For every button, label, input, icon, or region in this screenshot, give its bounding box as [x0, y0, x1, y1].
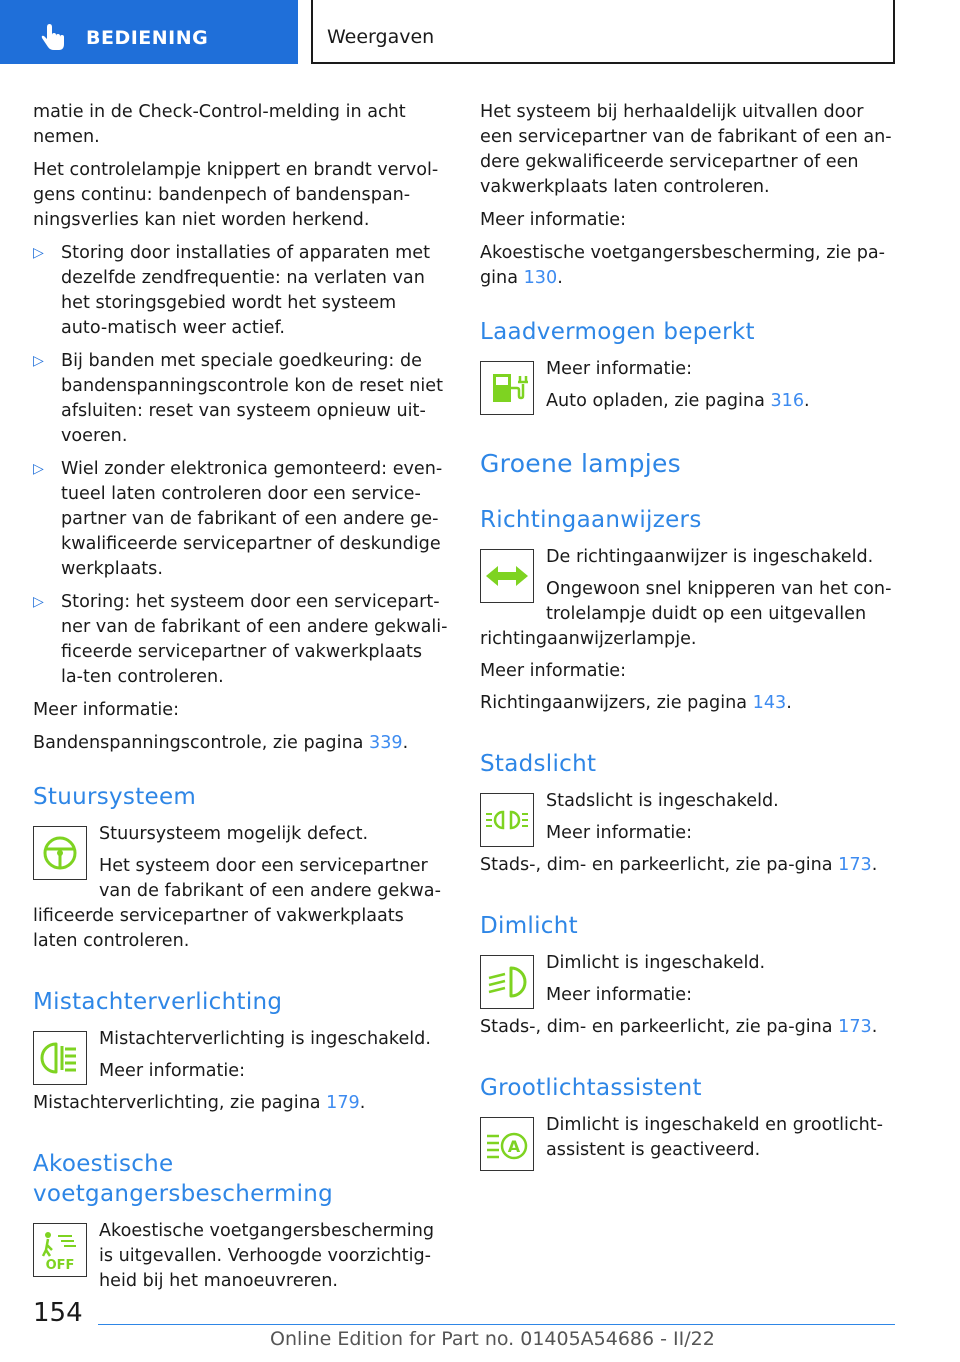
- edition-footer: Online Edition for Part no. 01405A54686 - II/22: [270, 1328, 715, 1350]
- chapter-header: [311, 0, 895, 64]
- more-info-label: Meer informatie:: [546, 985, 693, 1005]
- heading-grootlichtassistent: Grootlichtassistent: [480, 1075, 702, 1101]
- steering-fault-icon: [33, 826, 87, 880]
- cross-reference: Bandenspanningscontrole, zie pagina 339.: [33, 733, 409, 753]
- paragraph: matie in de Check-Control-melding in acht nemen.: [33, 102, 406, 147]
- description: Stadslicht is ingeschakeld.: [546, 791, 779, 811]
- description: De richtingaanwijzer is ingeschakeld.: [546, 547, 874, 567]
- more-info-label: Meer informatie:: [546, 359, 693, 379]
- paragraph: Het controlelampje knippert en brandt vervol-gens continu: bandenpech of bandenspan-ningsverlies kan niet worden herkend.: [33, 160, 439, 230]
- more-info-label: Meer informatie:: [480, 210, 627, 230]
- footer-divider: [98, 1324, 895, 1325]
- chapter-title: Weergaven: [327, 26, 435, 48]
- hand-pointer-icon: [38, 24, 68, 56]
- entry-grootlichtassistent: [480, 1113, 898, 1175]
- section-title: BEDIENING: [86, 27, 209, 49]
- svg-text:OFF: OFF: [45, 1258, 75, 1273]
- cross-reference: Richtingaanwijzers, zie pagina 143.: [480, 693, 792, 713]
- high-beam-assistant-icon: [480, 1117, 534, 1171]
- cross-reference: Stads-, dim- en parkeerlicht, zie pa-gina 173.: [480, 855, 878, 875]
- page-link[interactable]: 130: [523, 268, 558, 288]
- heading-mistachterverlichting: Mistachterverlichting: [33, 989, 283, 1015]
- page-number: 154: [33, 1298, 83, 1328]
- entry-akoestische-voetgangersbescherming: [33, 1219, 448, 1301]
- parking-light-icon: [480, 793, 534, 847]
- heading-stuursysteem: Stuursysteem: [33, 784, 197, 810]
- description: Het systeem door een servicepartner van de fabrikant of een andere gekwa-lificeerde servicepartner of vakwerkplaats laten controleren.: [33, 856, 441, 951]
- list-item: ▷ Storing door installaties of apparaten met dezelfde zendfrequentie: na verlaten van het storingsgebied wordt het systeem auto-matisch weer actief.: [33, 243, 430, 338]
- description: Ongewoon snel knipperen van het con-trolelampje duidt op een uitgevallen richtingaanwijzerlampje.: [480, 579, 892, 649]
- paragraph: Het systeem bij herhaaldelijk uitvallen door een servicepartner van de fabrikant of een an-dere gekwalificeerde servicepartner of een vakwerkplaats laten controleren.: [480, 102, 892, 197]
- description: Dimlicht is ingeschakeld en grootlicht-assistent is geactiveerd.: [546, 1115, 884, 1160]
- heading-dimlicht: Dimlicht: [480, 913, 578, 939]
- heading-laadvermogen-beperkt: Laadvermogen beperkt: [480, 319, 755, 345]
- more-info-label: Meer informatie:: [33, 700, 180, 720]
- page-link[interactable]: 339: [369, 733, 403, 753]
- pedestrian-warning-off-icon: [33, 1223, 87, 1277]
- description: Dimlicht is ingeschakeld.: [546, 953, 766, 973]
- charging-limited-icon: [480, 361, 534, 415]
- cross-reference: Stads-, dim- en parkeerlicht, zie pa-gina 173.: [480, 1017, 878, 1037]
- triangle-bullet-icon: ▷: [33, 245, 44, 261]
- left-column: [33, 100, 448, 1301]
- right-column: [480, 100, 898, 1175]
- entry-dimlicht: [480, 951, 898, 1047]
- low-beam-icon: [480, 955, 534, 1009]
- heading-akoestische-voetgangersbescherming: Akoestische voetgangersbescherming: [33, 1151, 334, 1207]
- more-info-label: Meer informatie:: [546, 823, 693, 843]
- rear-fog-light-icon: [33, 1031, 87, 1085]
- list-item: ▷ Storing: het systeem door een servicepart-ner van de fabrikant of een andere gekwali-ficeerde servicepartner of vakwerkplaats la-ten controleren.: [33, 592, 448, 687]
- cross-reference: Mistachterverlichting, zie pagina 179.: [33, 1093, 366, 1113]
- triangle-bullet-icon: ▷: [33, 594, 44, 610]
- entry-richtingaanwijzers: [480, 545, 898, 723]
- heading-richtingaanwijzers: Richtingaanwijzers: [480, 507, 702, 533]
- heading-stadslicht: Stadslicht: [480, 751, 597, 777]
- page-link[interactable]: 173: [838, 855, 872, 875]
- page-link[interactable]: 143: [752, 693, 787, 713]
- section-tab: [0, 0, 298, 64]
- page-link[interactable]: 173: [838, 1017, 872, 1037]
- heading-groene-lampjes: Groene lampjes: [480, 449, 681, 478]
- triangle-bullet-icon: ▷: [33, 353, 44, 369]
- cross-reference: Auto opladen, zie pagina 316.: [546, 391, 810, 411]
- entry-stuursysteem: [33, 822, 448, 961]
- list-item: ▷ Wiel zonder elektronica gemonteerd: even-tueel laten controleren door een service-partner van de fabrikant of een andere ge-kwalificeerde servicepartner of deskundige werkplaats.: [33, 459, 443, 579]
- entry-laadvermogen-beperkt: [480, 357, 898, 421]
- page-link[interactable]: 179: [326, 1093, 360, 1113]
- description: Stuursysteem mogelijk defect.: [99, 824, 369, 844]
- turn-signal-arrows-icon: [480, 549, 534, 603]
- description: Akoestische voetgangersbescherming is uitgevallen. Verhoogde voorzichtig-heid bij het manoeuvreren.: [99, 1221, 435, 1291]
- cross-reference: Akoestische voetgangersbescherming, zie pa-gina 130.: [480, 243, 886, 288]
- bullet-list: [33, 241, 448, 690]
- description: Mistachterverlichting is ingeschakeld.: [99, 1029, 431, 1049]
- page-link[interactable]: 316: [770, 391, 805, 411]
- entry-stadslicht: [480, 789, 898, 885]
- svg-text:A: A: [507, 1137, 521, 1156]
- list-item: ▷ Bij banden met speciale goedkeuring: de bandenspanningscontrole kon de reset niet afsluiten: reset van systeem opnieuw uit-voeren.: [33, 351, 444, 446]
- triangle-bullet-icon: ▷: [33, 461, 44, 477]
- more-info-label: Meer informatie:: [480, 661, 627, 681]
- more-info-label: Meer informatie:: [99, 1061, 246, 1081]
- entry-mistachterverlichting: [33, 1027, 448, 1123]
